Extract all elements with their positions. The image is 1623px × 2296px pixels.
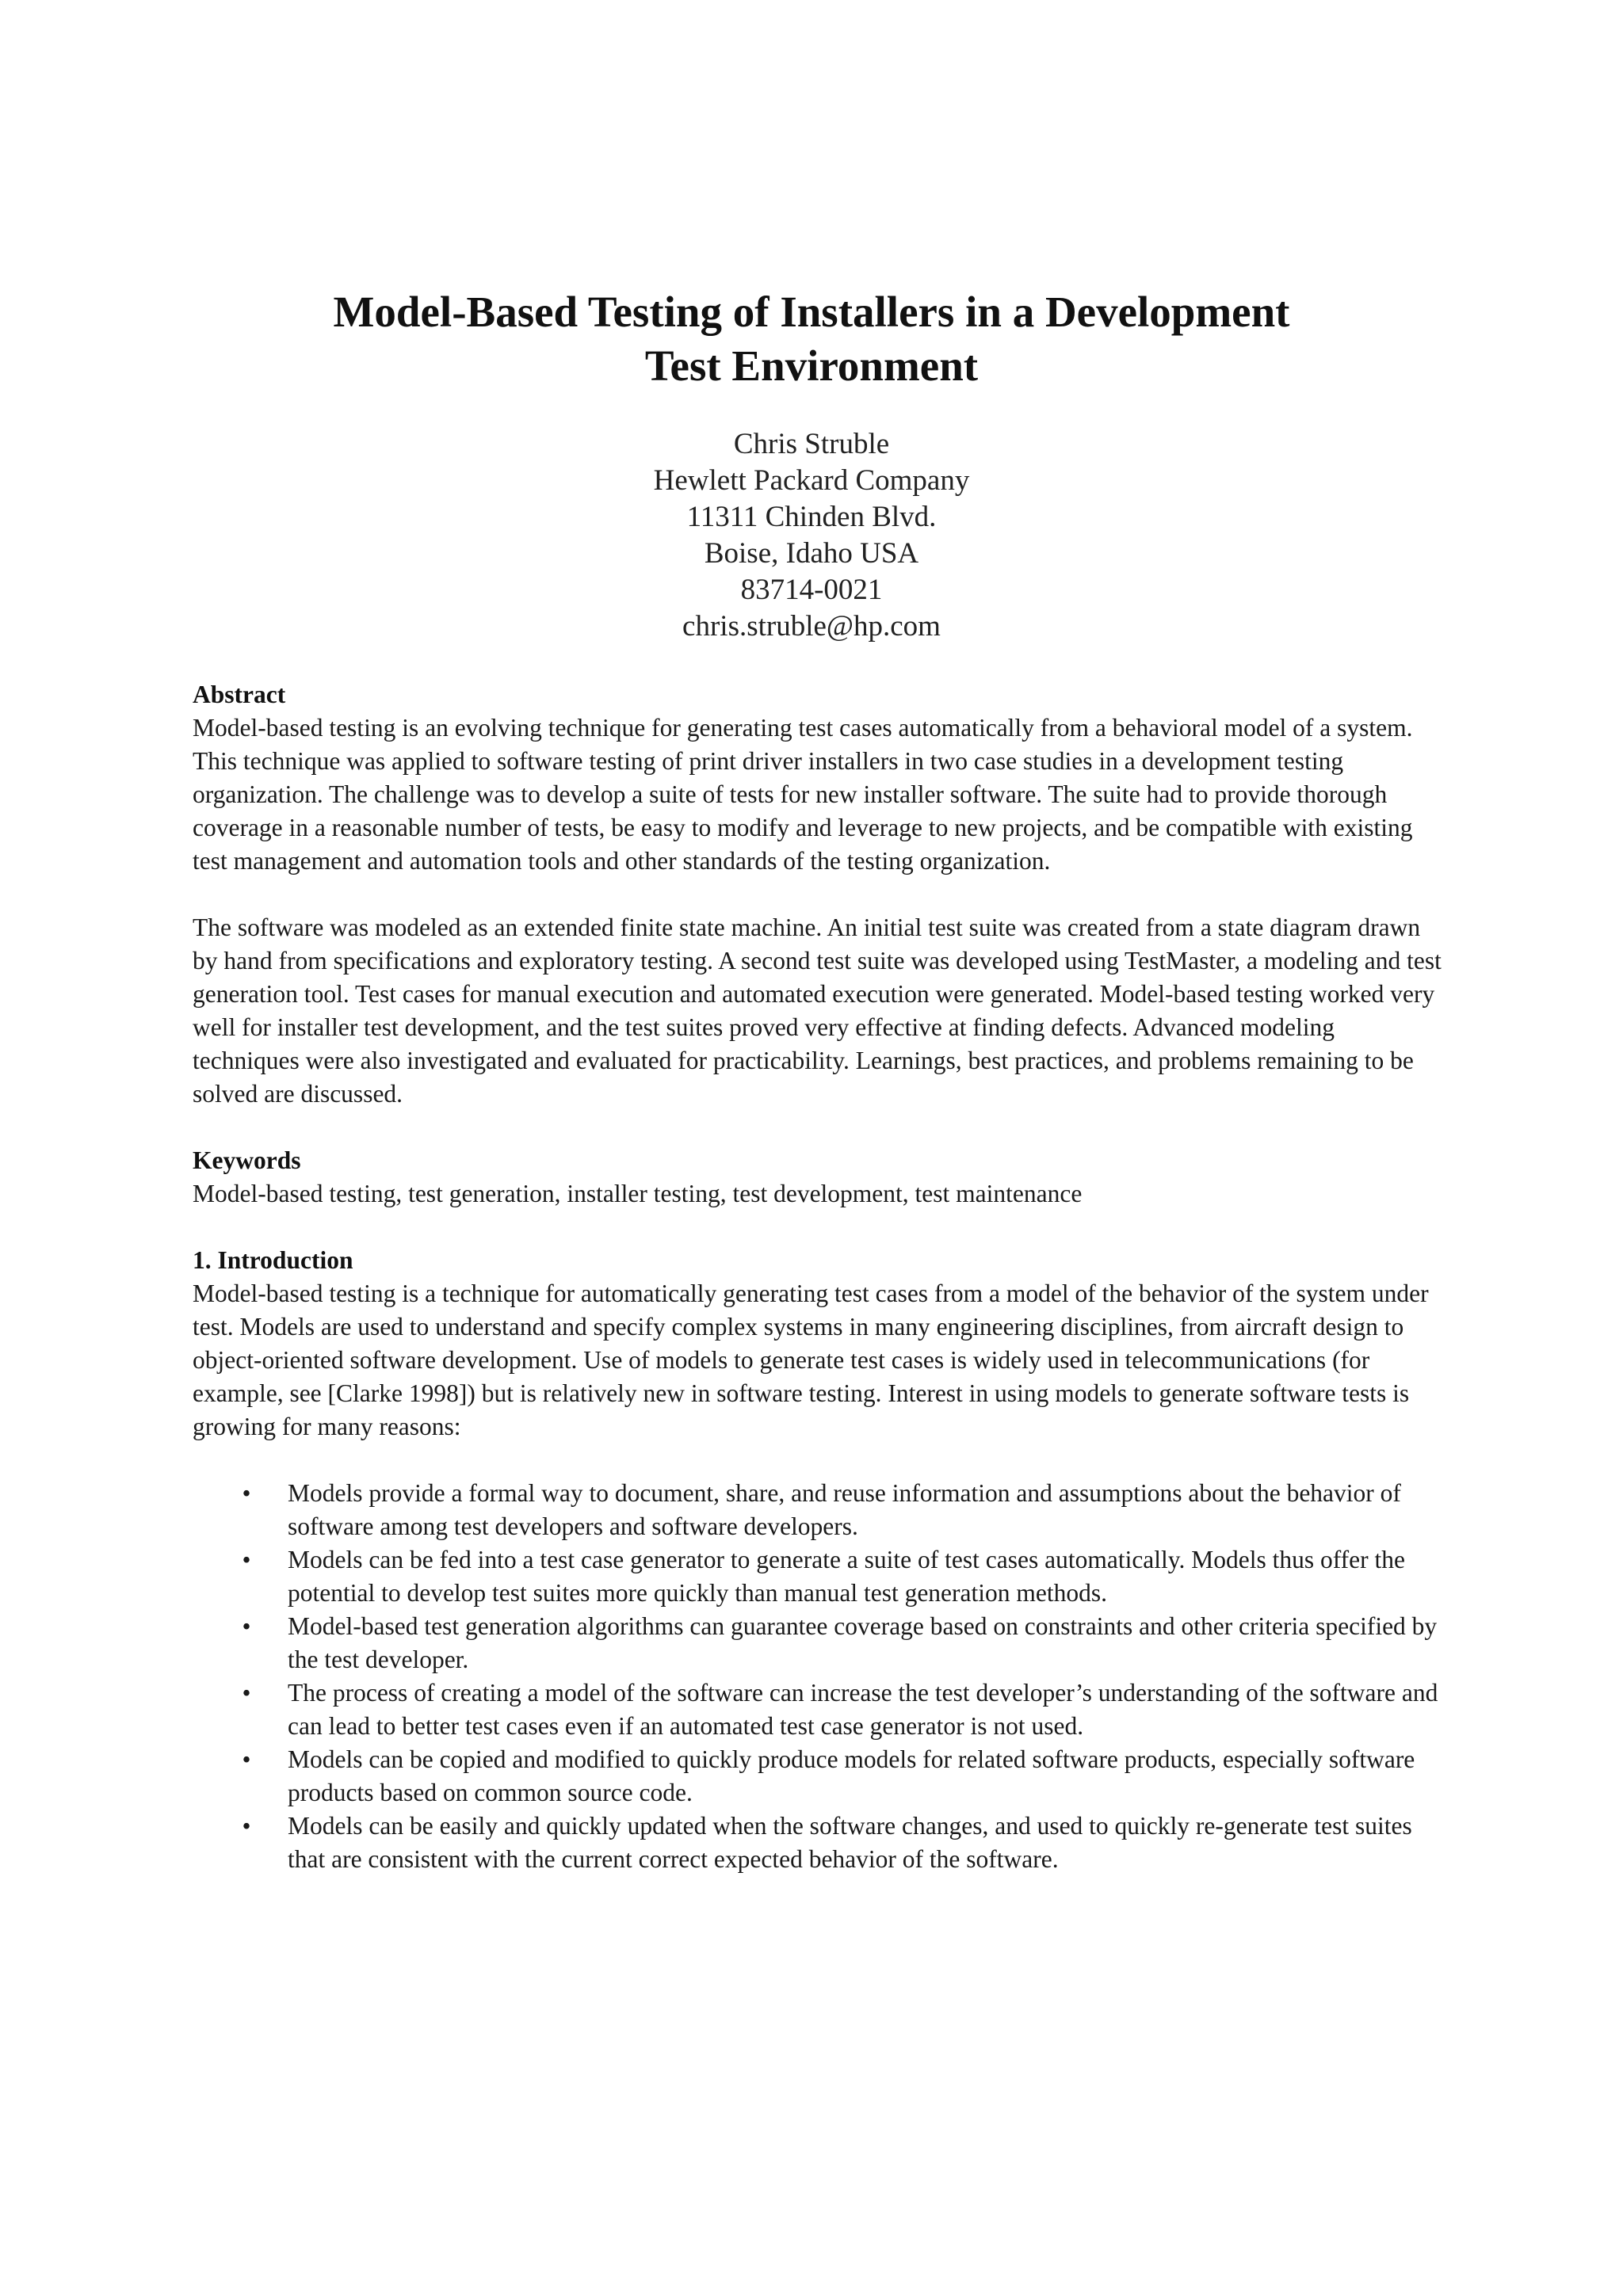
author-city: Boise, Idaho USA bbox=[704, 537, 919, 570]
author-name: Chris Struble bbox=[733, 428, 890, 460]
introduction-bullet-list bbox=[193, 1477, 1445, 1876]
abstract-paragraph-1: Model-based testing is an evolving technique for generating test cases automatically from a behavioral model of a system. This technique was applied to software testing of print driver installers in two case studies in a development testing organization. The challenge was to develop a suite of tests for new installer software. The suite had to provide thorough coverage in a reasonable number of tests, be easy to modify and leverage to new projects, and be compatible with existing test management and automation tools and other standards of the testing organization. bbox=[193, 714, 1413, 875]
author-email: chris.struble@hp.com bbox=[682, 610, 941, 643]
author-street: 11311 Chinden Blvd. bbox=[686, 501, 937, 533]
bullet-icon: • bbox=[242, 1679, 251, 1707]
list-item-text: Models can be copied and modified to quickly produce models for related software products, especially software products based on common source code. bbox=[288, 1745, 1415, 1806]
list-item-text: Models can be easily and quickly updated when the software changes, and used to quickly re-generate test suites that are consistent with the current correct expected behavior of the software. bbox=[288, 1812, 1412, 1873]
author-affiliation: Hewlett Packard Company bbox=[653, 464, 970, 497]
list-item bbox=[193, 1610, 1445, 1676]
title-block bbox=[0, 285, 1623, 393]
list-item-text: Models can be fed into a test case generator to generate a suite of test cases automatically. Models thus offer the potential to develop test suites more quickly than manual test generation methods. bbox=[288, 1546, 1405, 1607]
keywords-text: Model-based testing, test generation, installer testing, test development, test maintenance bbox=[193, 1180, 1083, 1207]
paper-body bbox=[193, 678, 1445, 1876]
list-item bbox=[193, 1810, 1445, 1876]
paper-title-line-2: Test Environment bbox=[644, 341, 979, 390]
author-zip: 83714-0021 bbox=[740, 574, 883, 606]
list-item-text: Model-based test generation algorithms can guarantee coverage based on constraints and other criteria specified by the test developer. bbox=[288, 1612, 1438, 1673]
spacer bbox=[193, 1211, 1445, 1244]
bullet-icon: • bbox=[242, 1745, 251, 1773]
bullet-icon: • bbox=[242, 1612, 251, 1640]
paper-title-line-1: Model-Based Testing of Installers in a Development bbox=[333, 288, 1290, 336]
spacer bbox=[193, 1111, 1445, 1144]
keywords-heading: Keywords bbox=[193, 1146, 301, 1174]
paper-title bbox=[0, 285, 1623, 393]
bullet-icon: • bbox=[242, 1812, 251, 1840]
introduction-paragraph: Model-based testing is a technique for automatically generating test cases from a model of the behavior of the system under test. Models are used to understand and specify complex systems in many engineering disciplines, from aircraft design to object-oriented software development. Use of models to generate test cases is widely used in telecommunications (for example, see [Clarke 1998]) but is relatively new in software testing. Interest in using models to generate software tests is growing for many reasons: bbox=[193, 1280, 1429, 1440]
list-item-text: Models provide a formal way to document, share, and reuse information and assumptions about the behavior of software among test developers and software developers. bbox=[288, 1479, 1401, 1540]
spacer bbox=[193, 878, 1445, 911]
abstract-heading: Abstract bbox=[193, 681, 286, 708]
list-item bbox=[193, 1676, 1445, 1743]
bullet-icon: • bbox=[242, 1479, 251, 1507]
list-item bbox=[193, 1743, 1445, 1810]
spacer bbox=[193, 1444, 1445, 1477]
introduction-heading: 1. Introduction bbox=[193, 1246, 353, 1274]
list-item bbox=[193, 1477, 1445, 1543]
list-item bbox=[193, 1543, 1445, 1610]
bullet-icon: • bbox=[242, 1546, 251, 1573]
list-item-text: The process of creating a model of the software can increase the test developer’s understanding of the software and can lead to better test cases even if an automated test case generator is not used. bbox=[288, 1679, 1438, 1740]
author-block bbox=[0, 426, 1623, 645]
abstract-paragraph-2: The software was modeled as an extended finite state machine. An initial test suite was created from a state diagram drawn by hand from specifications and exploratory testing. A second test suite was developed using TestMaster, a modeling and test generation tool. Test cases for manual execution and automated execution were generated. Model-based testing worked very well for installer test development, and the test suites proved very effective at finding defects. Advanced modeling techniques were also investigated and evaluated for practicability. Learnings, best practices, and problems remaining to be solved are discussed. bbox=[193, 913, 1442, 1108]
